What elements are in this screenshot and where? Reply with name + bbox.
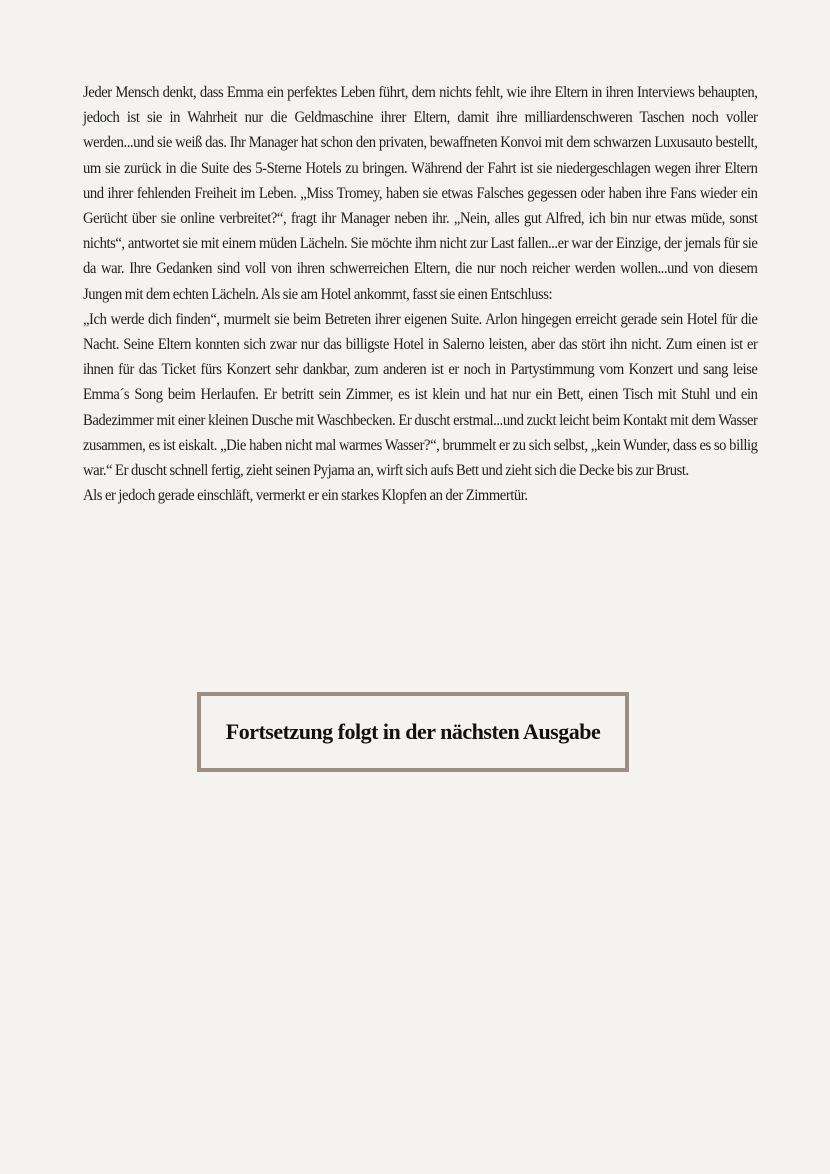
story-paragraph-3: Als er jedoch gerade einschläft, vermerkt er ein starkes Klopfen an der Zimmertür. xyxy=(83,487,528,505)
story-paragraph-2: „Ich werde dich finden“, murmelt sie beim Betreten ihrer eigenen Suite. Arlon hingegen erreicht gerade sein Hotel für die Nacht. Seine Eltern konnten sich zwar nur das billigste Hotel in Salerno leisten, aber das stört ihn nicht. Zum einen ist er ihnen für das Ticket fürs Konzert sehr dankbar, zum anderen ist er noch in Partystimmung vom Konzert und sang leise Emma´s Song beim Herlaufen. Er betritt sein Zimmer, es ist klein und hat nur ein Bett, einen Tisch mit Stuhl und ein Badezimmer mit einer kleinen Dusche mit Waschbecken. Er duscht erstmal...und zuckt leicht beim Kontakt mit dem Wasser zusammen, es ist eiskalt. „Die haben nicht mal warmes Wasser?“, brummelt er zu sich selbst, „kein Wunder, dass es so billig war.“ Er duscht schnell fertig, zieht seinen Pyjama an, wirft sich aufs Bett und zieht sich die Decke bis zur Brust. xyxy=(83,310,758,480)
story-paragraph-1: Jeder Mensch denkt, dass Emma ein perfektes Leben führt, dem nichts fehlt, wie ihre Eltern in ihren Interviews behaupten, jedoch ist sie in Wahrheit nur die Geldmaschine ihrer Eltern, damit ihre milliardenschweren Taschen noch voller werden...und sie weiß das. Ihr Manager hat schon den privaten, bewaffneten Konvoi mit dem schwarzen Luxusauto bestellt, um sie zurück in die Suite des 5-Sterne Hotels zu bringen. Während der Fahrt ist sie niedergeschlagen wegen ihrer Eltern und ihrer fehlenden Freiheit im Leben. „Miss Tromey, haben sie etwas Falsches gegessen oder haben ihre Fans wieder ein Gerücht über sie online verbreitet?“, fragt ihr Manager neben ihr. „Nein, alles gut Alfred, ich bin nur etwas müde, sonst nichts“, antwortet sie mit einem müden Lächeln. Sie möchte ihm nicht zur Last fallen...er war der Einzige, der jemals für sie da war. Ihre Gedanken sind voll von ihren schwerreichen Eltern, die nur noch reicher werden wollen...und von diesem Jungen mit dem echten Lächeln. Als sie am Hotel ankommt, fasst sie einen Entschluss: xyxy=(83,84,758,303)
story-text xyxy=(83,80,758,508)
continuation-notice-box xyxy=(197,692,629,772)
continuation-notice-text: Fortsetzung folgt in der nächsten Ausgabe xyxy=(225,719,601,744)
